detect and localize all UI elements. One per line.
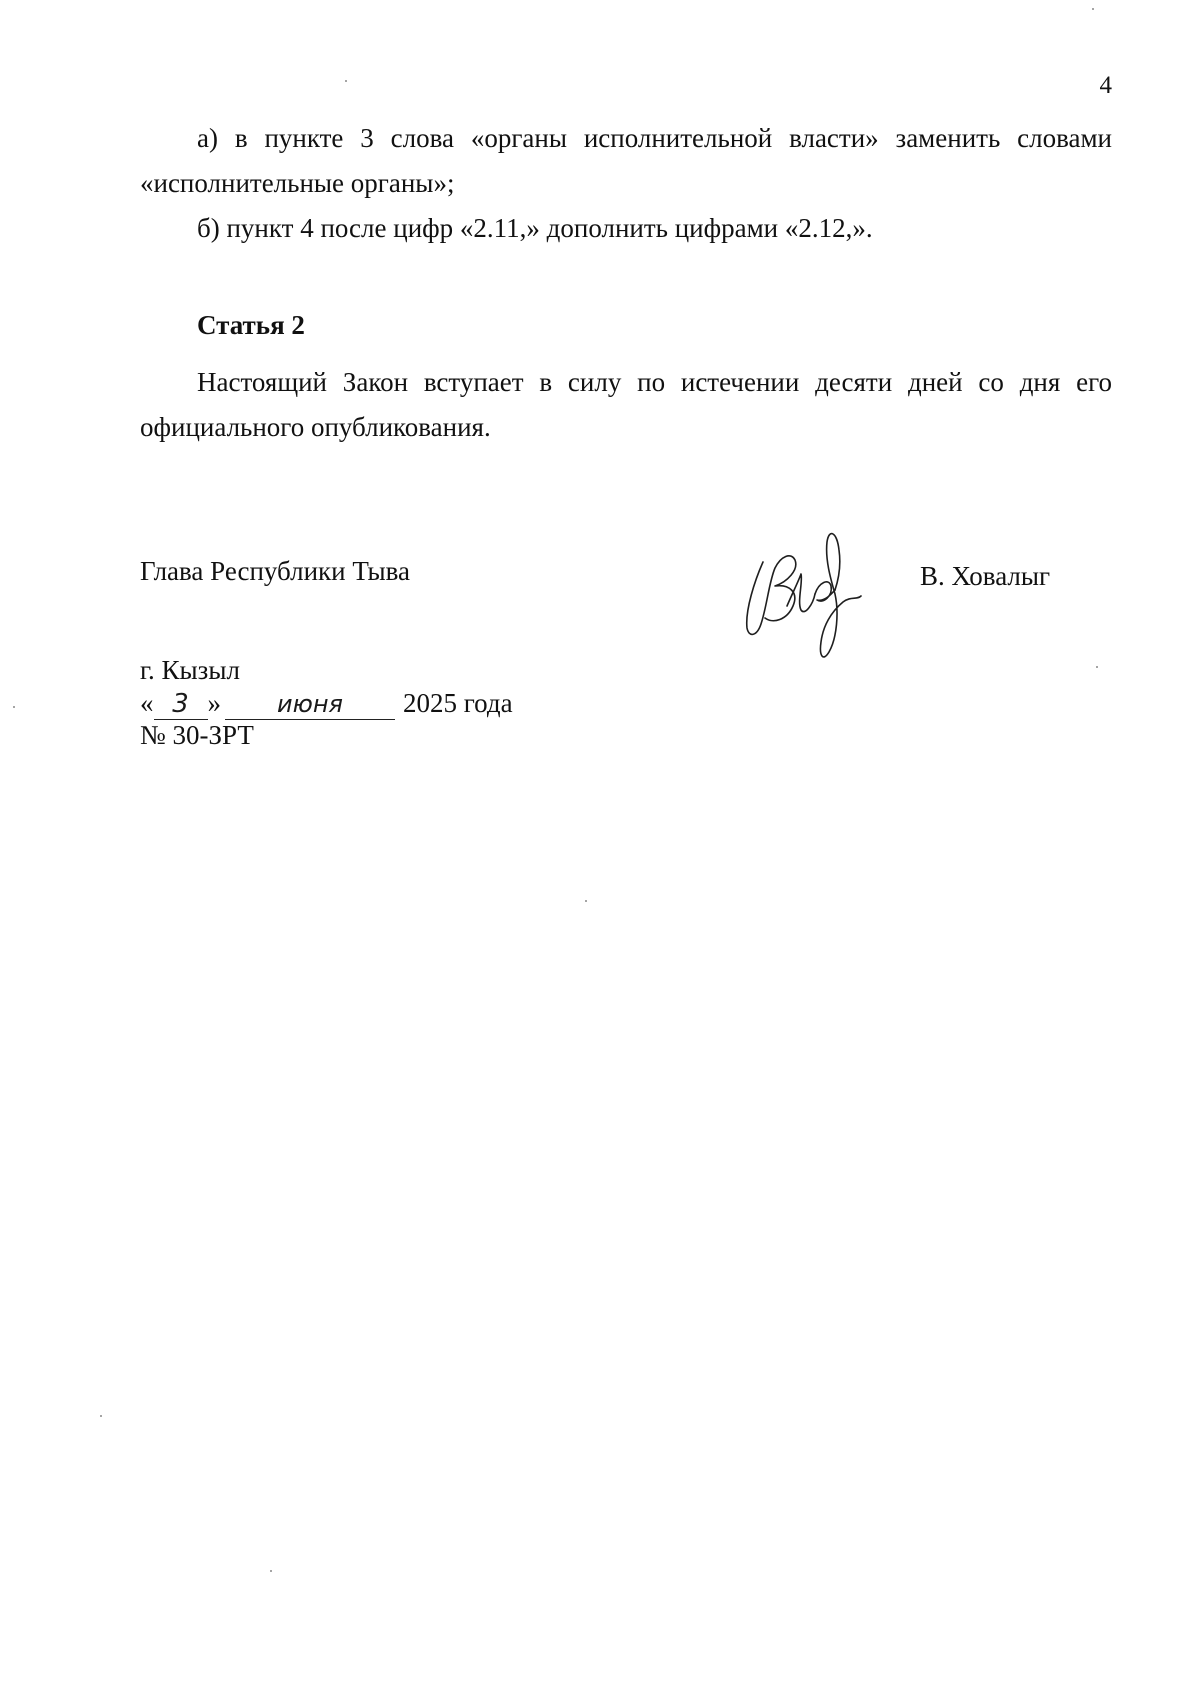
paragraph-b: б) пункт 4 после цифр «2.11,» дополнить цифрами «2.12,». — [197, 213, 873, 243]
paragraph-a: а) в пункте 3 слова «органы исполнительной власти» заменить словами «исполнительные органы»; — [140, 123, 1112, 198]
page-number: 4 — [1099, 72, 1112, 99]
scan-speck — [1092, 8, 1094, 10]
scan-speck — [1096, 666, 1098, 668]
date-close-quote: » — [207, 688, 221, 718]
scan-speck — [270, 1570, 272, 1572]
article-heading: Статья 2 — [197, 310, 305, 340]
scan-speck — [100, 1415, 102, 1417]
signing-date — [140, 688, 513, 720]
scan-speck — [345, 80, 347, 82]
law-number: № 30-ЗРТ — [140, 720, 254, 750]
date-open-quote: « — [140, 688, 154, 718]
signatory-name: В. Ховалыг — [920, 561, 1051, 591]
place-of-signing: г. Кызыл — [140, 655, 240, 685]
date-year: 2025 года — [403, 688, 513, 718]
scan-speck — [585, 900, 587, 902]
date-month-handwritten: июня — [225, 689, 395, 720]
scan-speck — [13, 706, 15, 708]
article-text: Настоящий Закон вступает в силу по истечении десяти дней со дня его официального опубликования. — [140, 367, 1112, 442]
date-day-handwritten: 3 — [154, 689, 208, 720]
handwritten-signature-icon — [735, 520, 885, 670]
signatory-title: Глава Республики Тыва — [140, 556, 411, 586]
